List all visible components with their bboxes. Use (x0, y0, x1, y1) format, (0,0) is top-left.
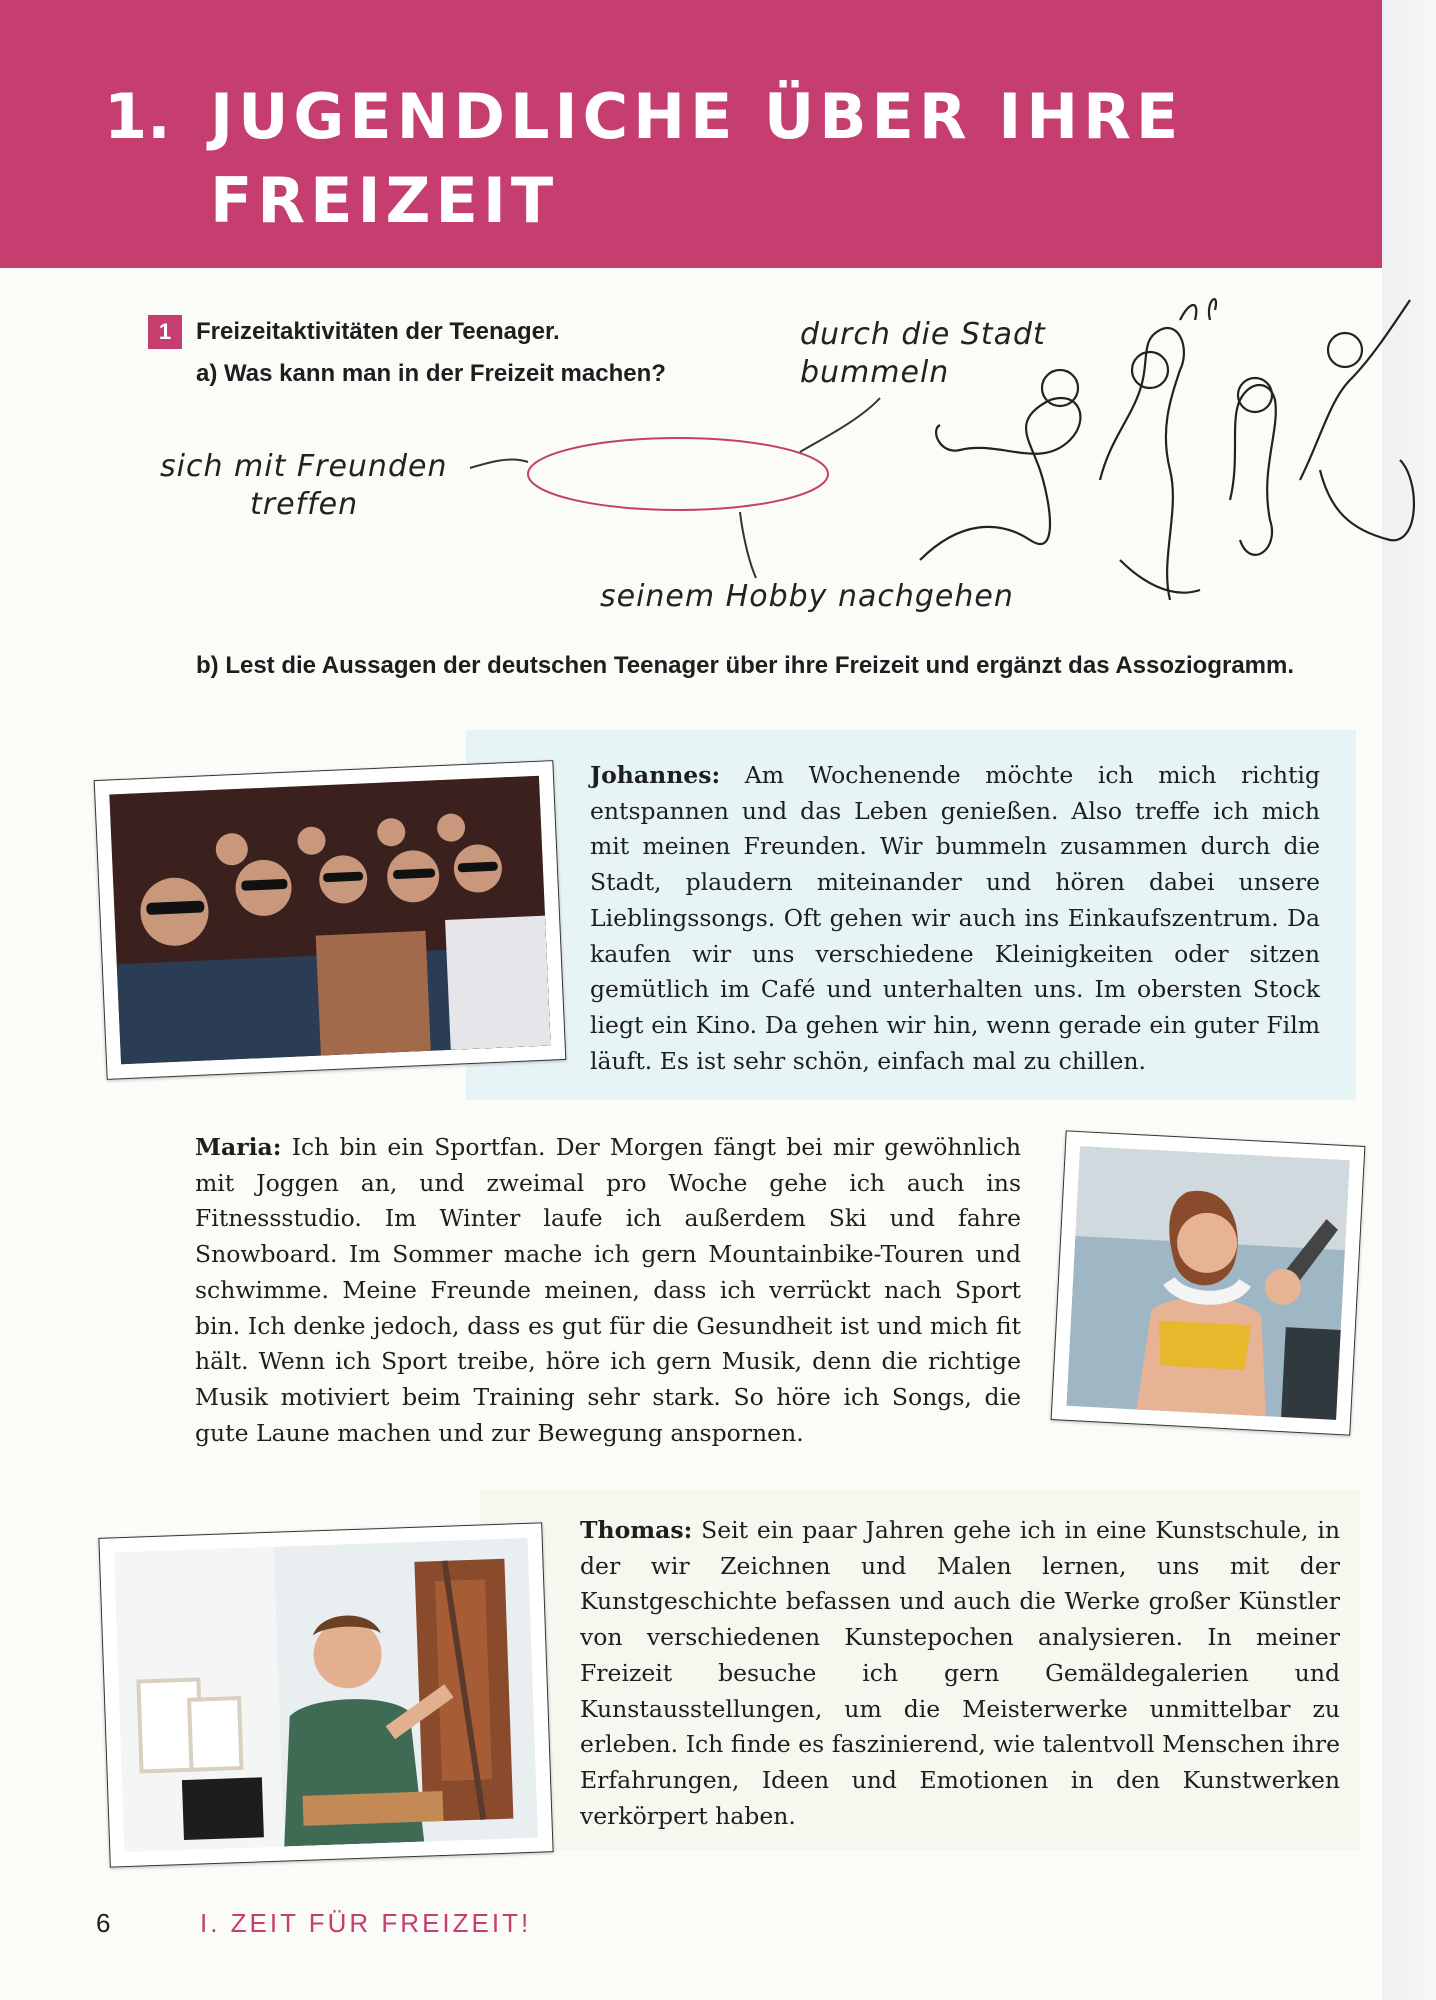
statement-name: Maria: (195, 1133, 282, 1161)
statement-text: Ich bin ein Sportfan. Der Morgen fängt bei mir gewöhnlich mit Joggen an, und zweimal pro Woche gehe ich auch ins Fitnessstudio. Im Winter laufe ich außerdem Ski und fahre Snowboard. Im Sommer mache ich gern Mountainbike-Touren und schwimme. Meine Freunde meinen, dass ich verrückt nach Sport bin. Ich denke jedoch, dass es gut für die Gesundheit ist und mich fit hält. Wenn ich Sport treibe, höre ich gern Musik, denn die richtige Musik motiviert beim Training sehr stark. So höre ich Songs, die gute Laune machen und zur Bewegung anspornen. (195, 1133, 1021, 1447)
photo-artist (98, 1522, 553, 1867)
statement-name: Thomas: (580, 1516, 693, 1544)
statement-johannes (590, 758, 1320, 1079)
chapter-title-line1: JUGENDLICHE ÜBER IHRE (210, 80, 1184, 153)
mindmap-top-line2: bummeln (800, 355, 950, 390)
task-heading: Freizeitaktivitäten der Teenager. (196, 318, 560, 345)
page-number: 6 (96, 1908, 111, 1938)
mindmap-left-line2: treffen (250, 487, 359, 522)
mindmap-center-ellipse (528, 438, 828, 510)
mindmap-left-line1: sich mit Freunden (160, 449, 448, 484)
statement-text: Am Wochenende möchte ich mich richtig entspannen und das Leben genießen. Also treffe ich mich mit meinen Freunden. Wir bummeln zusammen durch die Stadt, plaudern miteinander und hören dabei unsere Lieblingssongs. Oft gehen wir auch ins Einkaufszentrum. Da kaufen wir uns verschiedene Kleinigkeiten oder sitzen gemütlich im Café und unterhalten uns. Im obersten Stock liegt ein Kino. Da gehen wir hin, wenn gerade ein guter Film läuft. Es ist sehr schön, einfach mal zu chillen. (590, 761, 1320, 1075)
section-footer: I. ZEIT FÜR FREIZEIT! (200, 1908, 532, 1938)
dancers-illustration (920, 299, 1414, 600)
photo-cinema (94, 760, 567, 1080)
task-part-a: a) Was kann man in der Freizeit machen? (196, 360, 666, 387)
mindmap-bottom: seinem Hobby nachgehen (600, 579, 1014, 614)
mindmap-line-bottom (740, 512, 756, 578)
photo-fitness (1051, 1130, 1366, 1435)
mindmap-line-left (470, 460, 528, 468)
statement-maria (195, 1130, 1021, 1451)
statement-text: Seit ein paar Jahren gehe ich in eine Kunstschule, in der wir Zeichnen und Malen lernen, uns mit der Kunstgeschichte befassen und auch die Werke großer Künstler von verschiedenen Kunstepochen analysieren. In meiner Freizeit besuche ich gern Gemäldegalerien und Kunstausstellungen, um die Meisterwerke unmittelbar zu erleben. Ich finde es faszinierend, wie talentvoll Menschen ihre Erfahrungen, Ideen und Emotionen in den Kunstwerken verkörpert haben. (580, 1516, 1340, 1830)
statement-thomas (580, 1513, 1340, 1834)
chapter-title-line2: FREIZEIT (210, 164, 559, 237)
mindmap-connectors (0, 0, 1436, 640)
mindmap-top-line1: durch die Stadt (800, 317, 1046, 352)
statement-name: Johannes: (590, 761, 721, 789)
chapter-number: 1. (104, 80, 171, 153)
painting-boy-illustration (114, 1538, 538, 1852)
task-part-b: b) Lest die Aussagen der deutschen Teenager über ihre Freizeit und ergänzt das Assoziogramm. (196, 652, 1295, 679)
fitness-woman-illustration (1066, 1146, 1349, 1420)
mindmap-line-top (800, 398, 880, 452)
cinema-audience-illustration (109, 776, 550, 1064)
task-number-badge: 1 (148, 315, 182, 349)
